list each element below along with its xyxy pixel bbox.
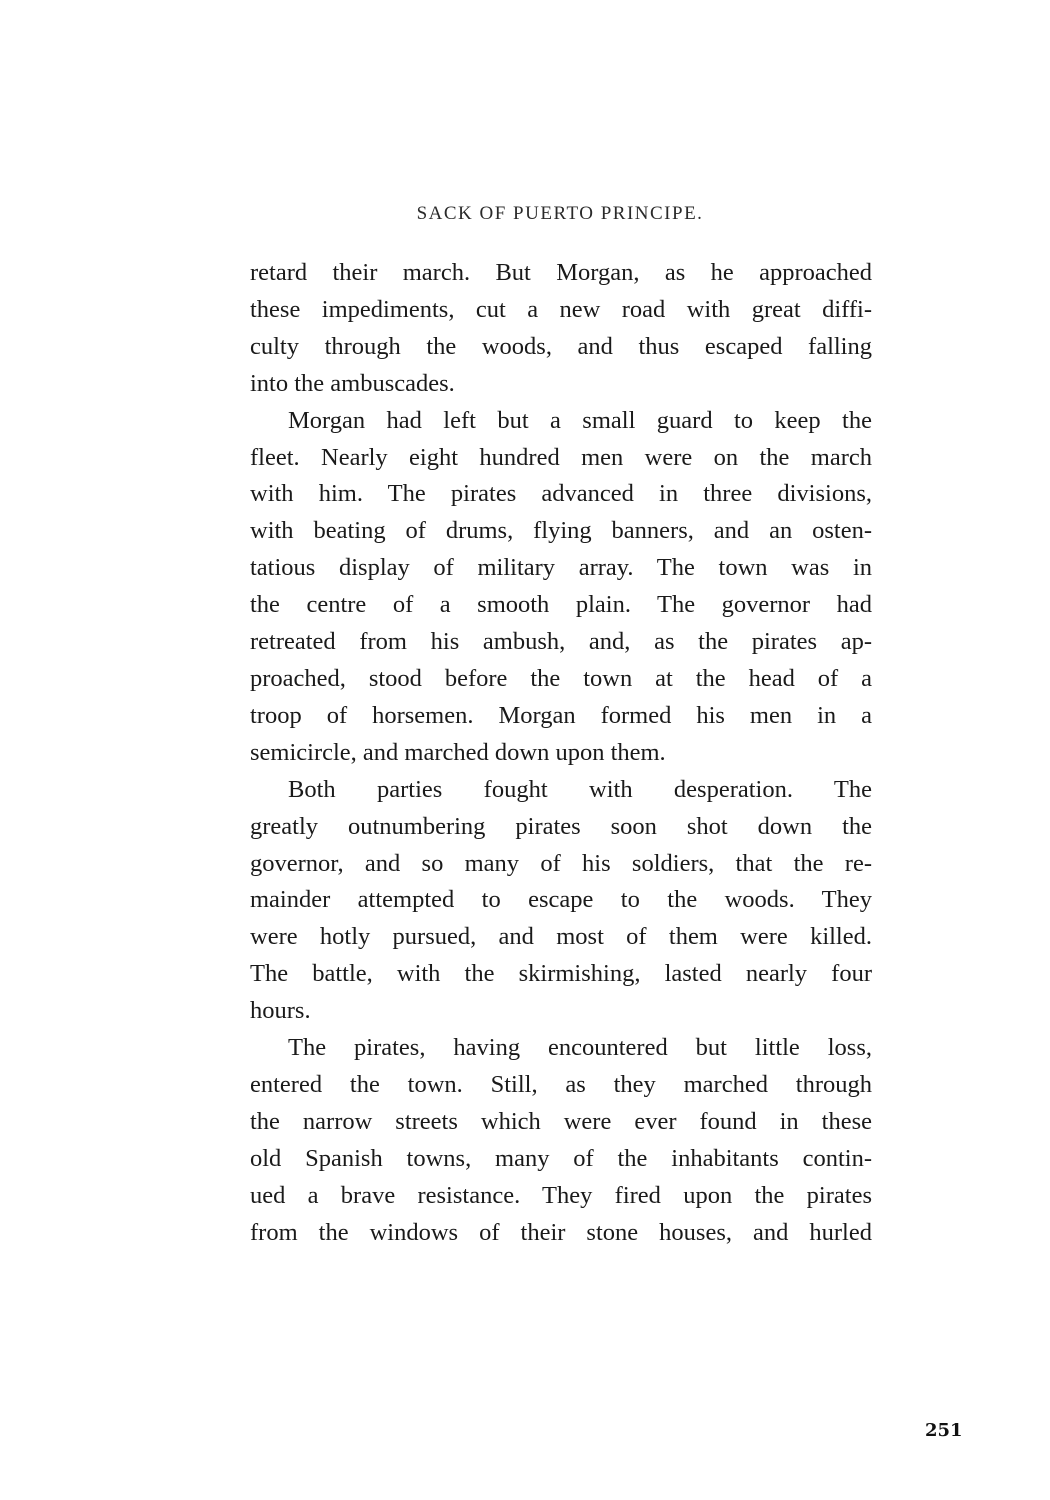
- text-line: into the ambuscades.: [250, 369, 455, 397]
- text-line: governor, and so many of his soldiers, that the re-: [250, 849, 872, 877]
- text-line: Both parties fought with desperation. The: [288, 775, 872, 803]
- text-line: Morgan had left but a small guard to keep the: [288, 406, 872, 434]
- text-line: were hotly pursued, and most of them were killed.: [250, 923, 872, 951]
- text-line: semicircle, and marched down upon them.: [250, 738, 666, 766]
- text-line: The battle, with the skirmishing, lasted nearly four: [250, 960, 872, 988]
- text-line: tatious display of military array. The town was in: [250, 554, 872, 582]
- text-line: from the windows of their stone houses, and hurled: [250, 1218, 872, 1246]
- text-line: retreated from his ambush, and, as the pirates ap-: [250, 628, 872, 656]
- text-line: The pirates, having encountered but little loss,: [288, 1034, 872, 1062]
- text-line: troop of horsemen. Morgan formed his men in a: [250, 701, 872, 729]
- paragraph-4: [250, 1030, 872, 1251]
- text-line: culty through the woods, and thus escaped falling: [250, 332, 872, 360]
- text-line: old Spanish towns, many of the inhabitants contin-: [250, 1144, 872, 1172]
- text-line: hours.: [250, 997, 311, 1025]
- text-line: the narrow streets which were ever found in these: [250, 1107, 872, 1135]
- paragraph-3: [250, 772, 872, 1030]
- page-number: 251: [925, 1420, 963, 1441]
- text-line: retard their march. But Morgan, as he approached: [250, 259, 872, 286]
- paragraph-1: [250, 255, 872, 403]
- text-line: mainder attempted to escape to the woods. They: [250, 886, 872, 914]
- running-head: SACK OF PUERTO PRINCIPE.: [416, 203, 704, 224]
- text-line: these impediments, cut a new road with great diffi-: [250, 295, 872, 323]
- body-text: [250, 255, 872, 1251]
- text-line: ued a brave resistance. They fired upon the pirates: [250, 1181, 872, 1209]
- text-line: with him. The pirates advanced in three divisions,: [250, 480, 872, 508]
- text-line: the centre of a smooth plain. The governor had: [250, 591, 872, 619]
- paragraph-2: [250, 403, 872, 772]
- text-line: proached, stood before the town at the head of a: [250, 664, 872, 692]
- text-line: greatly outnumbering pirates soon shot down the: [250, 812, 872, 840]
- text-line: entered the town. Still, as they marched through: [250, 1070, 872, 1098]
- text-line: with beating of drums, flying banners, and an osten-: [250, 517, 872, 545]
- text-line: fleet. Nearly eight hundred men were on the march: [250, 443, 872, 471]
